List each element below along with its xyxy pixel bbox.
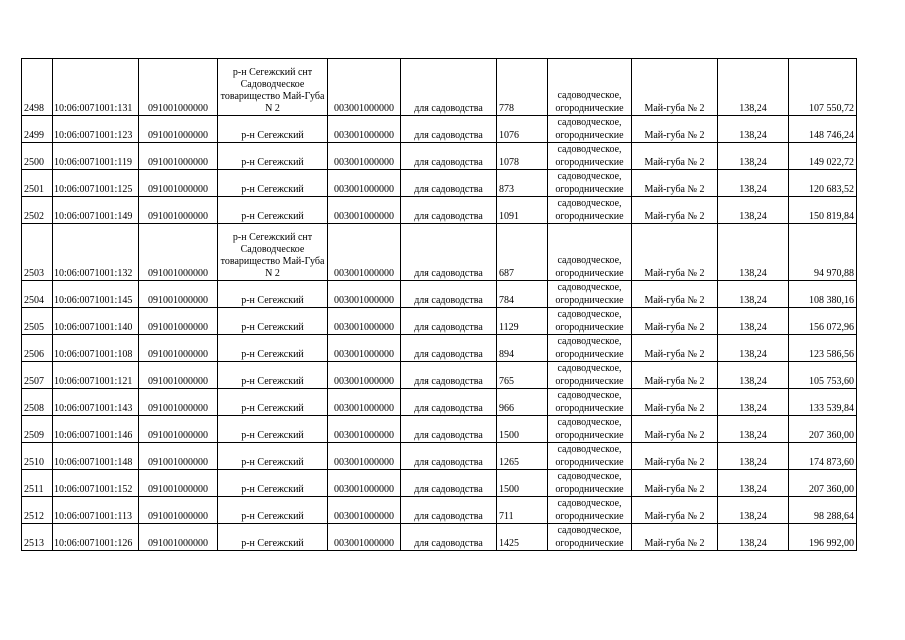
cadastral-value: 133 539,84 [789, 389, 857, 416]
oktmo-code: 003001000000 [328, 308, 401, 335]
row-number: 2498 [22, 59, 53, 116]
row-number: 2506 [22, 335, 53, 362]
partnership-name: Май-губа № 2 [632, 197, 718, 224]
table-row [22, 362, 857, 389]
area: 1500 [497, 416, 548, 443]
table-row [22, 497, 857, 524]
table-row [22, 170, 857, 197]
cadastral-number: 10:06:0071001:143 [53, 389, 139, 416]
cadastral-value: 196 992,00 [789, 524, 857, 551]
oktmo-code: 003001000000 [328, 224, 401, 281]
land-category: садоводческое, огороднические [548, 197, 632, 224]
address: р-н Сегежский [218, 497, 328, 524]
permitted-use: для садоводства [401, 497, 497, 524]
row-number: 2500 [22, 143, 53, 170]
permitted-use: для садоводства [401, 416, 497, 443]
area: 1091 [497, 197, 548, 224]
cadastral-value: 174 873,60 [789, 443, 857, 470]
permitted-use: для садоводства [401, 470, 497, 497]
row-number: 2499 [22, 116, 53, 143]
partnership-name: Май-губа № 2 [632, 116, 718, 143]
land-category: садоводческое, огороднические [548, 59, 632, 116]
land-category: садоводческое, огороднические [548, 416, 632, 443]
area: 1500 [497, 470, 548, 497]
cadastral-number: 10:06:0071001:121 [53, 362, 139, 389]
table-row [22, 281, 857, 308]
oktmo-code: 003001000000 [328, 335, 401, 362]
okato-code: 091001000000 [139, 443, 218, 470]
cadastral-number: 10:06:0071001:119 [53, 143, 139, 170]
partnership-name: Май-губа № 2 [632, 281, 718, 308]
address: р-н Сегежский снт Садоводческое товарищество Май-Губа N 2 [218, 59, 328, 116]
row-number: 2507 [22, 362, 53, 389]
oktmo-code: 003001000000 [328, 470, 401, 497]
table-body [22, 59, 857, 551]
permitted-use: для садоводства [401, 143, 497, 170]
partnership-name: Май-губа № 2 [632, 224, 718, 281]
cadastral-value: 156 072,96 [789, 308, 857, 335]
table-row [22, 389, 857, 416]
table-row [22, 524, 857, 551]
cadastral-rate: 138,24 [718, 224, 789, 281]
cadastral-rate: 138,24 [718, 443, 789, 470]
oktmo-code: 003001000000 [328, 170, 401, 197]
land-category: садоводческое, огороднические [548, 308, 632, 335]
address: р-н Сегежский [218, 116, 328, 143]
oktmo-code: 003001000000 [328, 524, 401, 551]
land-category: садоводческое, огороднические [548, 443, 632, 470]
partnership-name: Май-губа № 2 [632, 335, 718, 362]
cadastral-rate: 138,24 [718, 116, 789, 143]
okato-code: 091001000000 [139, 281, 218, 308]
cadastral-rate: 138,24 [718, 281, 789, 308]
cadastral-number: 10:06:0071001:145 [53, 281, 139, 308]
cadastral-rate: 138,24 [718, 170, 789, 197]
cadastral-rate: 138,24 [718, 59, 789, 116]
cadastral-rate: 138,24 [718, 497, 789, 524]
cadastral-value: 105 753,60 [789, 362, 857, 389]
cadastral-rate: 138,24 [718, 389, 789, 416]
row-number: 2508 [22, 389, 53, 416]
permitted-use: для садоводства [401, 524, 497, 551]
cadastral-value: 120 683,52 [789, 170, 857, 197]
cadastral-rate: 138,24 [718, 524, 789, 551]
partnership-name: Май-губа № 2 [632, 308, 718, 335]
cadastral-rate: 138,24 [718, 143, 789, 170]
okato-code: 091001000000 [139, 389, 218, 416]
area: 1129 [497, 308, 548, 335]
land-category: садоводческое, огороднические [548, 524, 632, 551]
partnership-name: Май-губа № 2 [632, 170, 718, 197]
table-row [22, 143, 857, 170]
row-number: 2510 [22, 443, 53, 470]
oktmo-code: 003001000000 [328, 362, 401, 389]
cadastral-number: 10:06:0071001:108 [53, 335, 139, 362]
row-number: 2502 [22, 197, 53, 224]
address: р-н Сегежский [218, 197, 328, 224]
cadastral-value: 148 746,24 [789, 116, 857, 143]
land-category: садоводческое, огороднические [548, 389, 632, 416]
area: 873 [497, 170, 548, 197]
area: 711 [497, 497, 548, 524]
cadastral-number: 10:06:0071001:126 [53, 524, 139, 551]
land-category: садоводческое, огороднические [548, 335, 632, 362]
row-number: 2504 [22, 281, 53, 308]
permitted-use: для садоводства [401, 59, 497, 116]
table-row [22, 197, 857, 224]
land-category: садоводческое, огороднические [548, 470, 632, 497]
oktmo-code: 003001000000 [328, 416, 401, 443]
oktmo-code: 003001000000 [328, 281, 401, 308]
partnership-name: Май-губа № 2 [632, 59, 718, 116]
area: 1078 [497, 143, 548, 170]
row-number: 2509 [22, 416, 53, 443]
row-number: 2505 [22, 308, 53, 335]
cadastral-number: 10:06:0071001:113 [53, 497, 139, 524]
okato-code: 091001000000 [139, 524, 218, 551]
partnership-name: Май-губа № 2 [632, 389, 718, 416]
permitted-use: для садоводства [401, 335, 497, 362]
okato-code: 091001000000 [139, 59, 218, 116]
area: 966 [497, 389, 548, 416]
oktmo-code: 003001000000 [328, 197, 401, 224]
cadastral-value: 207 360,00 [789, 416, 857, 443]
address: р-н Сегежский [218, 281, 328, 308]
row-number: 2503 [22, 224, 53, 281]
permitted-use: для садоводства [401, 362, 497, 389]
permitted-use: для садоводства [401, 281, 497, 308]
cadastral-rate: 138,24 [718, 335, 789, 362]
land-category: садоводческое, огороднические [548, 497, 632, 524]
okato-code: 091001000000 [139, 197, 218, 224]
cadastral-rate: 138,24 [718, 362, 789, 389]
okato-code: 091001000000 [139, 224, 218, 281]
row-number: 2512 [22, 497, 53, 524]
partnership-name: Май-губа № 2 [632, 497, 718, 524]
land-plots-table [21, 58, 857, 551]
land-category: садоводческое, огороднические [548, 281, 632, 308]
oktmo-code: 003001000000 [328, 443, 401, 470]
okato-code: 091001000000 [139, 308, 218, 335]
cadastral-number: 10:06:0071001:132 [53, 224, 139, 281]
cadastral-number: 10:06:0071001:131 [53, 59, 139, 116]
permitted-use: для садоводства [401, 197, 497, 224]
area: 1425 [497, 524, 548, 551]
table-row [22, 443, 857, 470]
table-row [22, 59, 857, 116]
okato-code: 091001000000 [139, 143, 218, 170]
cadastral-value: 149 022,72 [789, 143, 857, 170]
address: р-н Сегежский [218, 416, 328, 443]
area: 1265 [497, 443, 548, 470]
area: 687 [497, 224, 548, 281]
cadastral-value: 107 550,72 [789, 59, 857, 116]
cadastral-number: 10:06:0071001:123 [53, 116, 139, 143]
address: р-н Сегежский [218, 470, 328, 497]
okato-code: 091001000000 [139, 170, 218, 197]
cadastral-number: 10:06:0071001:152 [53, 470, 139, 497]
area: 1076 [497, 116, 548, 143]
cadastral-value: 207 360,00 [789, 470, 857, 497]
cadastral-rate: 138,24 [718, 416, 789, 443]
row-number: 2501 [22, 170, 53, 197]
table-row [22, 416, 857, 443]
oktmo-code: 003001000000 [328, 389, 401, 416]
address: р-н Сегежский [218, 335, 328, 362]
row-number: 2511 [22, 470, 53, 497]
cadastral-value: 150 819,84 [789, 197, 857, 224]
partnership-name: Май-губа № 2 [632, 470, 718, 497]
cadastral-number: 10:06:0071001:146 [53, 416, 139, 443]
partnership-name: Май-губа № 2 [632, 143, 718, 170]
partnership-name: Май-губа № 2 [632, 362, 718, 389]
cadastral-number: 10:06:0071001:149 [53, 197, 139, 224]
permitted-use: для садоводства [401, 389, 497, 416]
land-category: садоводческое, огороднические [548, 116, 632, 143]
area: 784 [497, 281, 548, 308]
oktmo-code: 003001000000 [328, 59, 401, 116]
land-category: садоводческое, огороднические [548, 143, 632, 170]
oktmo-code: 003001000000 [328, 116, 401, 143]
address: р-н Сегежский [218, 170, 328, 197]
address: р-н Сегежский [218, 143, 328, 170]
okato-code: 091001000000 [139, 416, 218, 443]
permitted-use: для садоводства [401, 443, 497, 470]
oktmo-code: 003001000000 [328, 497, 401, 524]
address: р-н Сегежский [218, 443, 328, 470]
land-category: садоводческое, огороднические [548, 362, 632, 389]
land-category: садоводческое, огороднические [548, 224, 632, 281]
permitted-use: для садоводства [401, 308, 497, 335]
cadastral-value: 98 288,64 [789, 497, 857, 524]
permitted-use: для садоводства [401, 116, 497, 143]
okato-code: 091001000000 [139, 362, 218, 389]
address: р-н Сегежский [218, 389, 328, 416]
address: р-н Сегежский [218, 308, 328, 335]
area: 765 [497, 362, 548, 389]
okato-code: 091001000000 [139, 335, 218, 362]
table-row [22, 335, 857, 362]
cadastral-value: 108 380,16 [789, 281, 857, 308]
table-row [22, 116, 857, 143]
cadastral-rate: 138,24 [718, 470, 789, 497]
partnership-name: Май-губа № 2 [632, 524, 718, 551]
table-row [22, 224, 857, 281]
partnership-name: Май-губа № 2 [632, 443, 718, 470]
partnership-name: Май-губа № 2 [632, 416, 718, 443]
permitted-use: для садоводства [401, 170, 497, 197]
table-row [22, 308, 857, 335]
cadastral-rate: 138,24 [718, 308, 789, 335]
table-row [22, 470, 857, 497]
area: 894 [497, 335, 548, 362]
permitted-use: для садоводства [401, 224, 497, 281]
cadastral-number: 10:06:0071001:148 [53, 443, 139, 470]
okato-code: 091001000000 [139, 470, 218, 497]
okato-code: 091001000000 [139, 497, 218, 524]
address: р-н Сегежский снт Садоводческое товарищество Май-Губа N 2 [218, 224, 328, 281]
cadastral-value: 94 970,88 [789, 224, 857, 281]
cadastral-number: 10:06:0071001:140 [53, 308, 139, 335]
oktmo-code: 003001000000 [328, 143, 401, 170]
area: 778 [497, 59, 548, 116]
address: р-н Сегежский [218, 362, 328, 389]
cadastral-rate: 138,24 [718, 197, 789, 224]
row-number: 2513 [22, 524, 53, 551]
okato-code: 091001000000 [139, 116, 218, 143]
land-category: садоводческое, огороднические [548, 170, 632, 197]
cadastral-value: 123 586,56 [789, 335, 857, 362]
cadastral-number: 10:06:0071001:125 [53, 170, 139, 197]
address: р-н Сегежский [218, 524, 328, 551]
